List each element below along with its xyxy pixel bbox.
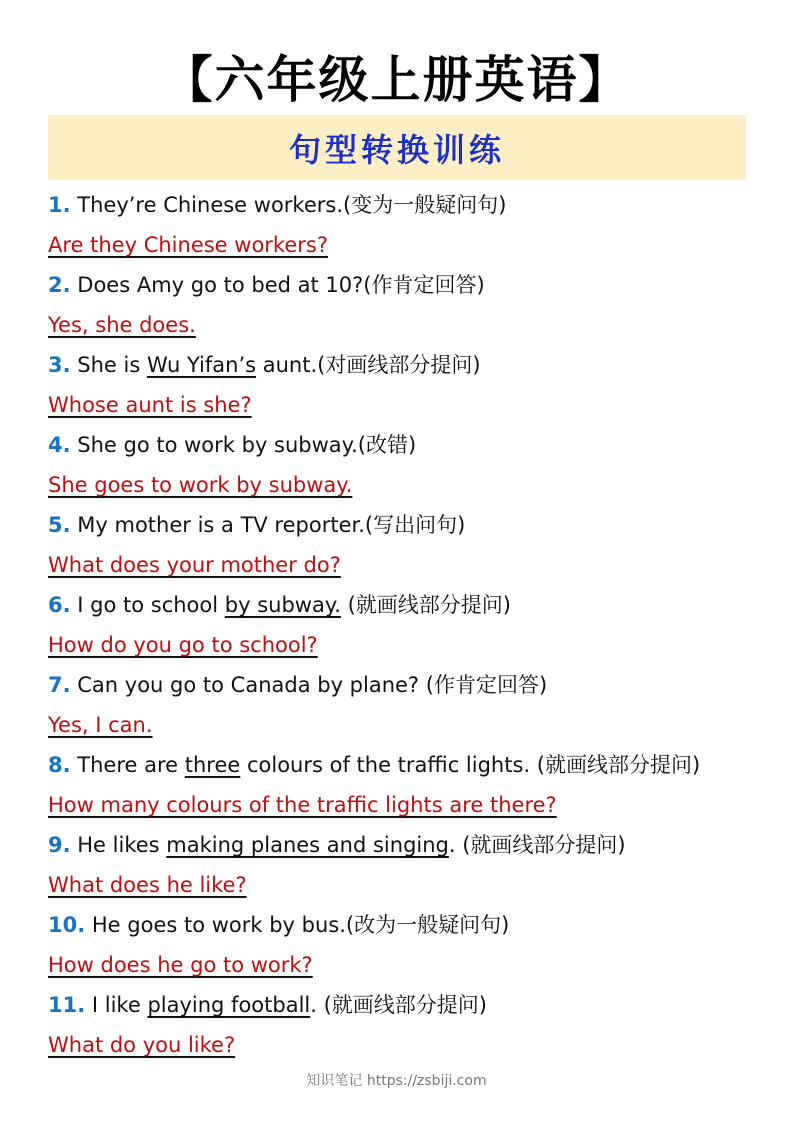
question-instruction: aunt.(对画线部分提问) [256,353,481,377]
question-number: 1. [48,193,71,217]
question-5 [48,505,768,545]
question-number: 3. [48,353,71,377]
underlined-part: three [184,753,241,777]
answer-text: Yes, she does. [48,313,196,337]
question-9 [48,825,768,865]
answer-text: How does he go to work? [48,953,313,977]
answer-text: What does he like? [48,873,247,897]
question-number: 8. [48,753,71,777]
question-text: My mother is a TV reporter.(写出问句) [70,513,466,537]
answer-11 [48,1025,768,1065]
question-number: 4. [48,433,71,457]
question-3 [48,345,768,385]
answer-text: What does your mother do? [48,553,341,577]
question-6 [48,585,768,625]
answer-5 [48,545,768,585]
subtitle-band [48,115,746,180]
question-number: 2. [48,273,71,297]
answer-text: Are they Chinese workers? [48,233,328,257]
question-number: 7. [48,673,71,697]
question-8 [48,745,768,785]
underlined-part: playing football [147,993,311,1017]
question-number: 11. [48,993,86,1017]
question-4 [48,425,768,465]
question-instruction: colours of the traffic lights. (就画线部分提问) [240,753,701,777]
question-instruction: . (就画线部分提问) [448,833,626,857]
question-2 [48,265,768,305]
underlined-part: by subway. [224,593,341,617]
underlined-part: Wu Yifan’s [146,353,257,377]
answer-text: How do you go to school? [48,633,318,657]
answer-text: What do you like? [48,1033,236,1057]
question-number: 10. [48,913,86,937]
answer-10 [48,945,768,985]
page-title: 【六年级上册英语】 [162,50,631,109]
answer-4 [48,465,768,505]
answer-6 [48,625,768,665]
question-text: There are [70,753,185,777]
answer-9 [48,865,768,905]
question-text: She is [70,353,147,377]
answer-1 [48,225,768,265]
question-text: I like [85,993,148,1017]
answer-3 [48,385,768,425]
question-number: 9. [48,833,71,857]
answer-7 [48,705,768,745]
question-list [48,185,768,1065]
question-10 [48,905,768,945]
question-instruction: (就画线部分提问) [340,593,511,617]
answer-2 [48,305,768,345]
question-text: He likes [70,833,167,857]
question-text: She go to work by subway.(改错) [70,433,417,457]
underlined-part: making planes and singing [166,833,449,857]
question-instruction: . (就画线部分提问) [310,993,487,1017]
question-7 [48,665,768,705]
question-text: Can you go to Canada by plane? (作肯定回答) [70,673,548,697]
question-number: 6. [48,593,71,617]
question-1 [48,185,768,225]
footer-watermark: 知识笔记 https://zsbiji.com [306,1073,487,1089]
answer-text: How many colours of the traffic lights are there? [48,793,557,817]
question-text: He goes to work by bus.(改为一般疑问句) [85,913,510,937]
answer-8 [48,785,768,825]
question-text: Does Amy go to bed at 10?(作肯定回答) [70,273,485,297]
subtitle: 句型转换训练 [288,130,505,169]
question-text: I go to school [70,593,225,617]
answer-text: She goes to work by subway. [48,473,353,497]
answer-text: Yes, I can. [48,713,153,737]
question-number: 5. [48,513,71,537]
question-text: They’re Chinese workers.(变为一般疑问句) [70,193,507,217]
answer-text: Whose aunt is she? [48,393,252,417]
question-11 [48,985,768,1025]
